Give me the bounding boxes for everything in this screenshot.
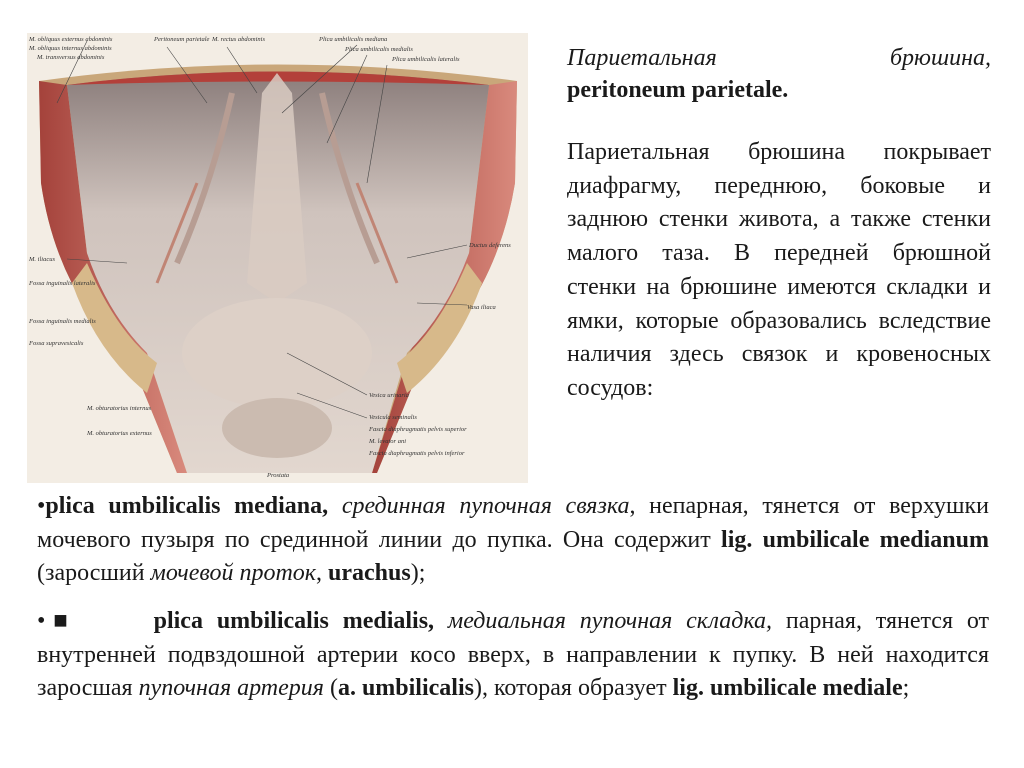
label-fascia-superior: Fascia diaphragmatis pelvis superior bbox=[369, 426, 467, 433]
label-fossa-lateralis: Fossa inguinalis lateralis bbox=[29, 280, 96, 287]
label-fossa-supravesicalis: Fossa supravesicalis bbox=[29, 340, 84, 347]
label-plica-medialis: Plica umbilicalis medialis bbox=[345, 46, 413, 53]
label-vesica-urinaria: Vesica urinaria bbox=[369, 392, 409, 399]
bullet: • bbox=[37, 493, 46, 519]
title-word-2: брюшина, bbox=[889, 45, 991, 71]
term-lig-mediale: lig. umbilicale mediale bbox=[672, 675, 903, 701]
label-fossa-medialis: Fossa inguinalis medialis bbox=[29, 318, 96, 325]
text-segment: парная, тянется от внутренней подвздошной артерии косо вверх, в направлении к пупку. В ней находится заросшая bbox=[37, 608, 990, 701]
term-a-umbilicalis: a. umbilicalis bbox=[337, 675, 474, 701]
label-obturatorius-internus: M. obturatorius internus bbox=[87, 405, 152, 412]
label-plica-mediana: Plica umbilicalis mediana bbox=[319, 36, 388, 43]
label-peritoneum-parietale: Peritoneum parietale bbox=[154, 36, 210, 43]
label-transversus: M. transversus abdominis bbox=[37, 54, 105, 61]
term-plica-medialis: plica umbilicalis medialis, bbox=[153, 608, 435, 634]
term-plica-mediana: plica umbilicalis mediana, bbox=[45, 493, 329, 519]
term-ru-mediana: срединная пупочная связка bbox=[341, 493, 630, 519]
label-vesicula-seminalis: Vesicula seminalis bbox=[369, 414, 417, 421]
label-obturatorius-externus: M. obturatorius externus bbox=[87, 430, 152, 437]
label-prostata: Prostata bbox=[267, 472, 290, 479]
bullet: •■ bbox=[37, 608, 76, 634]
paragraph-plica-mediana bbox=[37, 490, 989, 591]
label-obliquus-externus: M. obliquus externus abdominis bbox=[29, 36, 113, 43]
paragraph-plica-medialis bbox=[37, 605, 989, 706]
label-fascia-inferior: Fascia diaphragmatis pelvis inferior bbox=[369, 450, 465, 457]
label-iliacus: M. iliacus bbox=[29, 256, 55, 263]
label-obliquus-internus: M. obliquus internus abdominis bbox=[29, 45, 112, 52]
text-segment: ); bbox=[410, 560, 426, 586]
slide-title bbox=[567, 42, 991, 106]
title-word-1: Париетальная bbox=[567, 45, 717, 71]
label-levator-ani: M. levator ani bbox=[369, 438, 407, 445]
term-lig-medianum: lig. umbilicale medianum bbox=[721, 526, 989, 553]
peritoneum-illustration bbox=[27, 33, 528, 483]
term-urachus: urachus bbox=[328, 560, 411, 586]
term-mochevoy-protok: мочевой проток bbox=[150, 560, 317, 586]
anatomy-figure bbox=[27, 33, 528, 483]
title-russian bbox=[567, 42, 991, 74]
term-ru-medialis: медиальная пупочная складка, bbox=[447, 608, 773, 634]
text-segment: (заросший bbox=[37, 560, 151, 586]
term-pupochnaya-arteriya: пупочная артерия bbox=[138, 675, 324, 701]
text-segment: , непарная, тянется от верхушки мочевого пузыря по срединной линии до пупка. Она содержит bbox=[37, 493, 989, 553]
text-segment: ; bbox=[902, 675, 910, 701]
label-rectus: M. rectus abdominis bbox=[212, 36, 266, 43]
label-plica-lateralis: Plica umbilicalis lateralis bbox=[392, 56, 460, 63]
text-segment: ), которая образует bbox=[473, 675, 673, 701]
title-latin: peritoneum parietale. bbox=[567, 77, 789, 103]
intro-paragraph: Париетальная брюшина покрывает диафрагму, переднюю, боковые и заднюю стенки живота, а также стенки малого таза. В передней брюшной стенки на брюшине имеются складки и ямки, которые образовались вследствие наличия здесь связок и кровеносных сосудов: bbox=[567, 139, 991, 401]
text-segment: ( bbox=[323, 675, 338, 701]
text-segment: , bbox=[316, 560, 329, 586]
label-vasa-iliaca: Vasa iliaca bbox=[467, 304, 496, 311]
label-ductus-deferens: Ductus deferens bbox=[469, 242, 511, 249]
